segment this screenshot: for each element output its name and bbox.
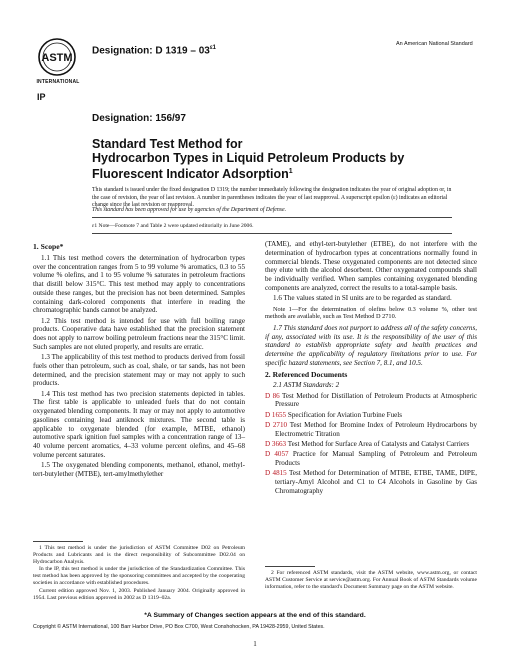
american-national-standard: An American National Standard — [396, 41, 473, 47]
reference-item — [265, 440, 477, 449]
editorial-note: ε1 Note—Footnote 7 and Table 2 were updated editorially in June 2006. — [92, 223, 254, 229]
reference-link[interactable]: D 86 — [265, 391, 280, 400]
note-1: Note 1—For the determination of olefins below 0.3 volume %, other test methods are available, such as Test Method D 2710. — [265, 305, 477, 321]
footnote-1-jurisdiction: 1 This test method is under the jurisdiction of ASTM Committee D02 on Petroleum Products and Lubricants and is the direct responsibility of Subcommittee D02.04 on Hydrocarbon Analysis. — [33, 545, 245, 565]
footnote-2-text: 2 For referenced ASTM standards, visit the ASTM website, www.astm.org, or contact ASTM Customer Service at service@astm.org. For Annual Book of ASTM Standards volume information, refer to the standard's Document Summary page on the ASTM website. — [265, 570, 477, 590]
scope-heading: 1. Scope* — [33, 242, 64, 251]
copyright: Copyright © ASTM International, 100 Barr Harbor Drive, PO Box C700, West Conshohocken, PA 19428-2959, United States. — [33, 624, 325, 630]
issuance-statement: This standard is issued under the fixed designation D 1319; the number immediately following the designation indicates the year of original adoption or, in the case of revision, the year of last revision. A number in parentheses indicates the year of last reapproval. A superscript epsilon (ε) indicates an editorial change since the last revision or reapproval. — [92, 187, 452, 208]
reference-title: Test Method for Distillation of Petroleum Products at Atmospheric Pressure — [275, 391, 477, 409]
ip-mark: IP — [37, 92, 46, 102]
footnote-divider — [33, 541, 83, 542]
paragraph-1-7: 1.7 This standard does not purport to address all of the safety concerns, if any, associated with its use. It is the responsibility of the user of this standard to establish appropriate safety and health practices and determine the applicability of regulatory limitations prior to use. For specific hazard statements, see Section 7, 8.1, and 10.5. — [265, 323, 478, 367]
reference-item — [265, 421, 477, 439]
page-number: 1 — [253, 640, 257, 648]
reference-title: Practice for Manual Sampling of Petroleum and Petroleum Products — [275, 450, 477, 467]
astm-standards-subheading: 2.1 ASTM Standards: 2 — [273, 381, 340, 390]
reference-title: Test Method for Bromine Index of Petroleum Hydrocarbons by Electrometric Titration — [275, 420, 477, 438]
title-line-2: Hydrocarbon Types in Liquid Petroleum Products by — [92, 151, 405, 165]
logo-subtitle: INTERNATIONAL — [36, 79, 80, 85]
divider — [92, 217, 452, 218]
reference-item — [265, 450, 477, 468]
footnote-1-edition: Current edition approved Nov. 1, 2003. Published January 2004. Originally approved in 1954. Last previous edition approved in 2002 as D 1319–02a. — [33, 587, 245, 601]
reference-title: Test Method for Determination of MTBE, ETBE, TAME, DIPE, tertiary-Amyl Alcohol and C1 to C4 Alcohols in Gasoline by Gas Chromatography — [275, 469, 477, 495]
reference-link[interactable]: D 4057 — [265, 450, 289, 458]
paragraph-1-4: 1.4 This test method has two precision statements depicted in tables. The first table is applicable to unleaded fuels that do not contain oxygenated blending components. It may or may not apply to automotive gasolines containing lead antiknock mixtures. The second table is applicable to oxygenate blended (for example, MTBE, ethanol) automotive spark ignition fuel samples with a concentration range of 13–40 volume percent aromatics, 4–33 volume percent olefins, and 45–68 volume percent saturates. — [33, 389, 245, 459]
defense-statement: This standard has been approved for use by agencies of the Department of Defense. — [92, 207, 287, 213]
right-column — [265, 240, 477, 497]
reference-title: Test Method for Surface Area of Catalysts and Catalyst Carriers — [287, 439, 470, 448]
reference-link[interactable]: D 3663 — [265, 439, 287, 448]
title-footnote-mark: 1 — [288, 168, 293, 175]
referenced-documents-heading: 2. Referenced Documents — [265, 369, 348, 379]
astm-logo-icon — [37, 37, 77, 77]
designation-epsilon: ε1 — [209, 45, 217, 51]
paragraph-1-2: 1.2 This test method is intended for use with full boiling range products. Cooperative data have established that the precision statement does not apply to narrow boiling petroleum fractions near the 315°C limit. Such samples are not eluted properly, and results are erratic. — [33, 316, 245, 351]
footnote-2 — [265, 570, 477, 591]
footnote-1-ip: In the IP, this test method is under the jurisdiction of the Standardization Committee. This test method has been approved by the sponsoring committees and accepted by the cooperating societies in accordance with established procedures. — [33, 566, 245, 586]
designation-ip: Designation: 156/97 — [92, 113, 186, 124]
title-line-1: Standard Test Method for — [92, 137, 243, 151]
paragraph-1-5-continued: (TAME), and ethyl-tert-butylether (ETBE), do not interfere with the determination of hydrocarbon types at concentrations normally found in commercial blends. These oxygenated components are not detected since they elute with the alcohol desorbent. Other oxygenated compounds shall be individually verified. When samples containing oxygenated blending components are analyzed, correct the results to a total-sample basis. — [265, 240, 477, 292]
title-line-3: Fluorescent Indicator Adsorption — [92, 167, 289, 182]
reference-item — [265, 469, 477, 495]
reference-link[interactable]: D 1655 — [265, 410, 287, 419]
summary-of-changes-note: *A Summary of Changes section appears at the end of this standard. — [144, 612, 366, 619]
reference-item — [265, 392, 477, 410]
reference-item — [265, 411, 477, 420]
logo-text: ASTM — [41, 52, 73, 64]
paragraph-1-6: 1.6 The values stated in SI units are to be regarded as standard. — [273, 294, 452, 302]
reference-title: Specification for Aviation Turbine Fuels — [287, 410, 403, 419]
footnote-divider — [265, 566, 315, 567]
left-column — [33, 240, 245, 480]
paragraph-1-5: 1.5 The oxygenated blending components, methanol, ethanol, methyl-tert-butylether (MTBE), tert-amylmethylether — [33, 461, 245, 478]
reference-link[interactable]: D 2710 — [265, 420, 288, 429]
reference-link[interactable]: D 4815 — [265, 469, 287, 477]
paragraph-1-1: 1.1 This test method covers the determination of hydrocarbon types over the concentration ranges from 5 to 99 volume % aromatics, 0.3 to 55 volume % olefins, and 1 to 95 volume % saturates in petroleum fractions that distill below 315°C. This test method may apply to concentrations outside these ranges, but the precision has not been determined. Samples containing dark-colored components that interfere in reading the chromatographic bands cannot be analyzed. — [33, 253, 245, 315]
paragraph-1-3: 1.3 The applicability of this test method to products derived from fossil fuels other than petroleum, such as coal, shale, or tar sands, has not been determined, and the precision statement may or may not apply to such products. — [33, 353, 245, 388]
footnote-1 — [33, 545, 245, 602]
designation — [92, 45, 216, 56]
divider — [92, 233, 452, 234]
designation-text: Designation: D 1319 – 03 — [92, 45, 210, 57]
document-title — [92, 137, 452, 181]
